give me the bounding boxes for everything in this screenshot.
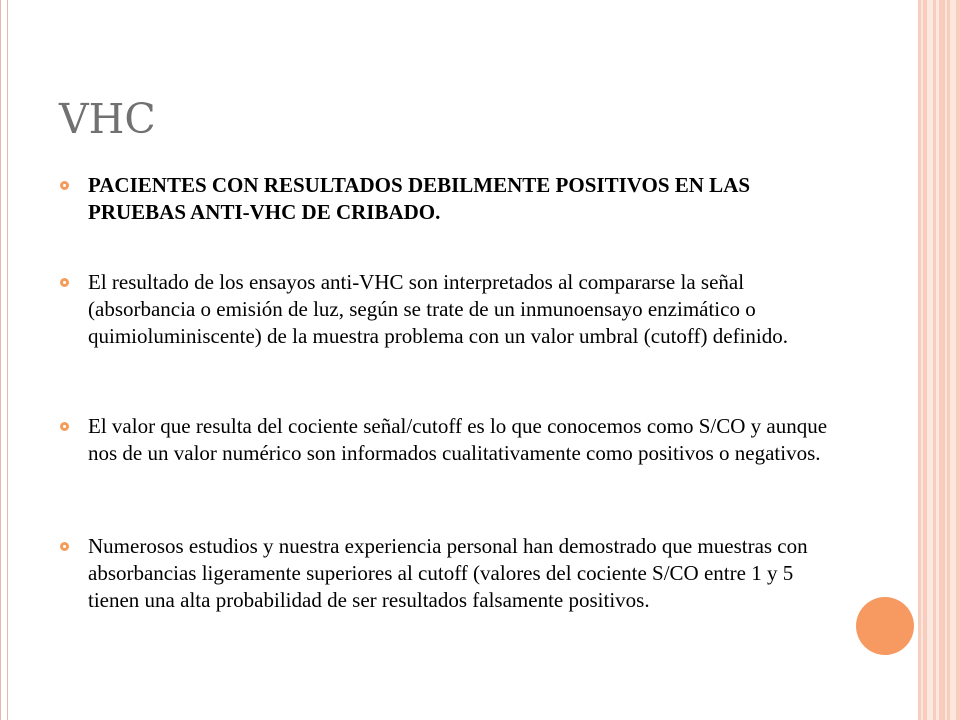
right-stripe (936, 0, 939, 720)
bullet-ring-icon (60, 422, 69, 431)
bullet-text: El resultado de los ensayos anti-VHC son interpretados al compararse la señal (absorbancia o emisión de luz, según se trate de un inmunoensayo enzimático o quimioluminiscente) de la muestra problema con un valor umbral (cutoff) definido. (88, 270, 788, 348)
right-stripe (927, 0, 933, 720)
bullet-ring-icon (60, 278, 69, 287)
bullet-ring-icon (60, 542, 69, 551)
left-border-decoration (0, 0, 8, 720)
right-stripe (945, 0, 947, 720)
right-stripe (950, 0, 956, 720)
bullet-text-heading: PACIENTES CON RESULTADOS DEBILMENTE POSITIVOS EN LAS PRUEBAS ANTI-VHC DE CRIBADO. (88, 173, 751, 224)
right-stripe (921, 0, 923, 720)
decorative-orange-circle (856, 597, 914, 655)
bullet-ring-icon (60, 181, 69, 190)
bullet-text: Numerosos estudios y nuestra experiencia personal han demostrado que muestras con absorbancias ligeramente superiores al cutoff (valores del cociente S/CO entre 1 y 5 tienen una alta probabilidad de ser resultados falsamente positivos. (88, 534, 808, 612)
slide-title: VHC (59, 95, 156, 143)
bullet-text: El valor que resulta del cociente señal/cutoff es lo que conocemos como S/CO y aunque nos de un valor numérico son informados cualitativamente como positivos o negativos. (88, 414, 828, 465)
